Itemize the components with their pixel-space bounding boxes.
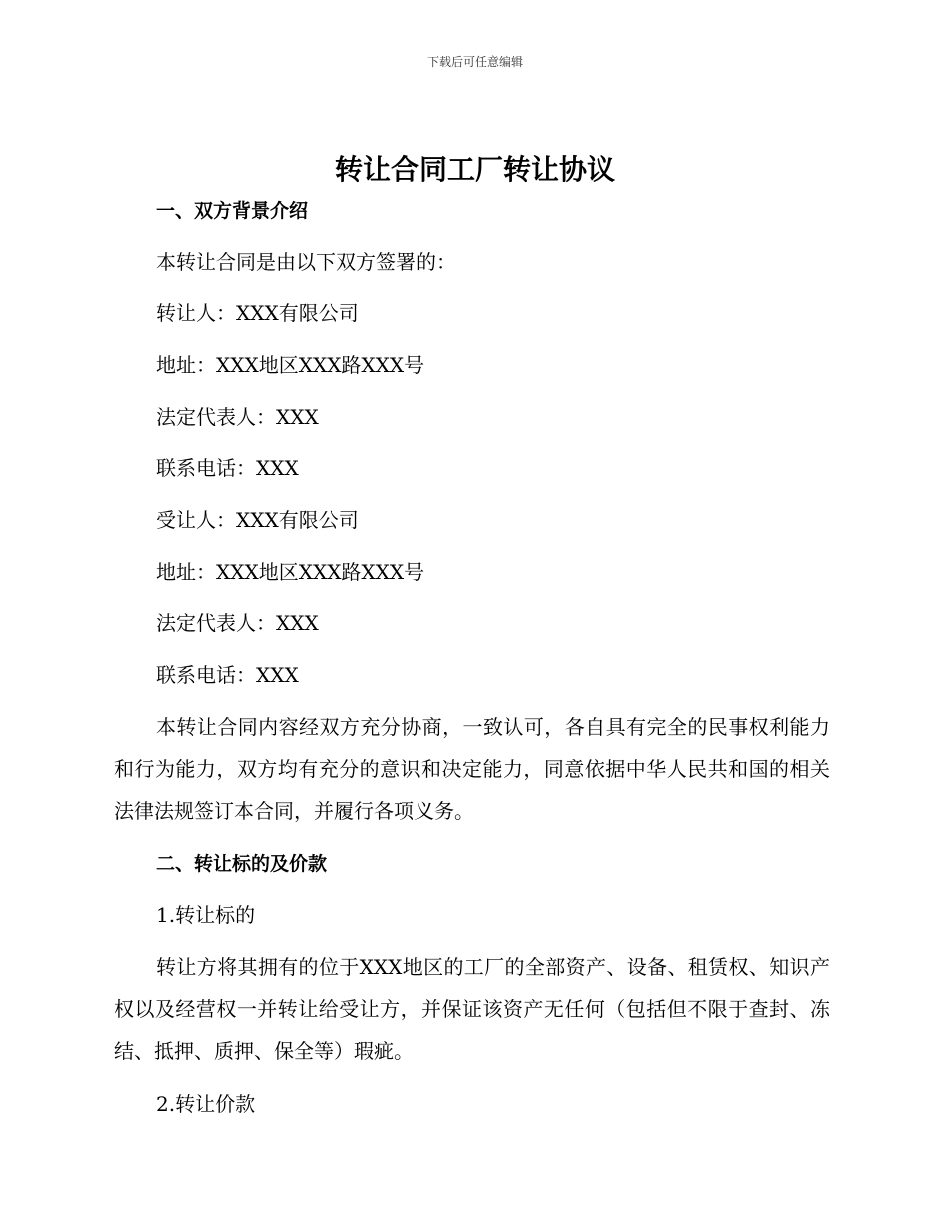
transferor-name: 转让人：XXX有限公司	[156, 301, 359, 325]
section-2-heading: 二、转让标的及价款	[156, 853, 328, 875]
document-title: 转让合同工厂转让协议	[334, 153, 615, 186]
subsection-1-heading: 1.转让标的	[156, 903, 256, 927]
transferor-phone: 联系电话：XXX	[156, 456, 299, 480]
section-1-intro: 本转让合同是由以下双方签署的：	[156, 250, 456, 274]
transferee-legal-rep: 法定代表人：XXX	[156, 611, 319, 635]
page-header-note: 下载后可任意编辑	[426, 55, 523, 69]
transferor-address: 地址：XXX地区XXX路XXX号	[156, 353, 425, 377]
subsection-2-heading: 2.转让价款	[156, 1092, 256, 1116]
subsection-1-text: 转让方将其拥有的位于XXX地区的工厂的全部资产、设备、租赁权、知识产权以及经营权一并转让给受让方，并保证该资产无任何（包括但不限于查封、冻结、抵押、质押、保全等）瑕疵。	[114, 955, 830, 1063]
section-1-heading: 一、双方背景介绍	[156, 200, 309, 222]
transferee-address: 地址：XXX地区XXX路XXX号	[156, 560, 425, 584]
transferee-phone: 联系电话：XXX	[156, 663, 299, 687]
transferee-name: 受让人：XXX有限公司	[156, 508, 359, 532]
section-1-statement: 本转让合同内容经双方充分协商，一致认可，各自具有完全的民事权利能力和行为能力，双方均有充分的意识和决定能力，同意依据中华人民共和国的相关法律法规签订本合同，并履行各项义务。	[114, 715, 830, 823]
transferor-legal-rep: 法定代表人：XXX	[156, 405, 319, 429]
